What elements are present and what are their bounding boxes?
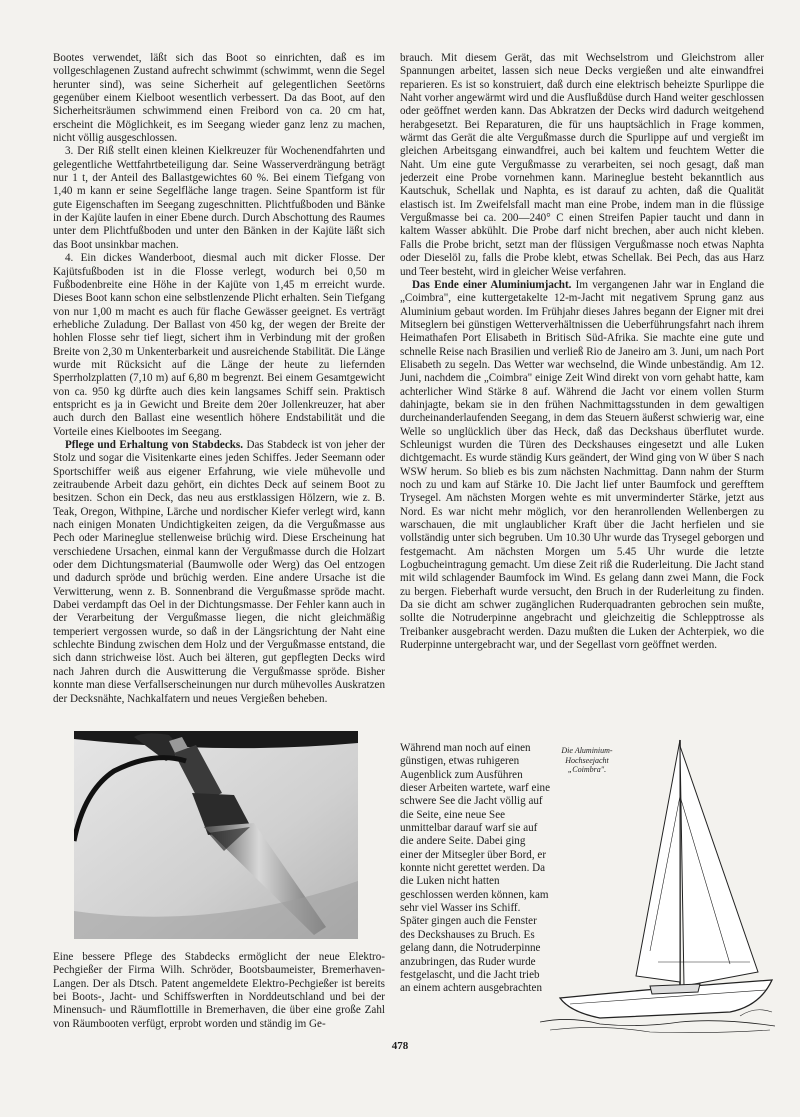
section-heading: Pflege und Erhaltung von Stabdecks.	[65, 438, 244, 451]
paragraph-aluminiumjacht	[400, 279, 764, 653]
yacht-illustration	[540, 736, 775, 1036]
section-body: Das Stabdeck ist von jeher der Stolz und sogar die Visitenkarte eines jeden Schiffes. Jeder Seemann oder Sportschiffer weiß aus eigener Erfahrung, wie viele mühevolle und zeitraubende Arbeit dazu gehört, ein dichtes Deck auf seinem Boot zu besitzen. Schon ein Deck, das neu aus erstklassigen Hölzern, wie z. B. Teak, Oregon, Withpine, Lärche und nordischer Kiefer verlegt wird, kann nach einigen Monaten Undichtigkeiten zeigen, da die Vergußmasse aus Pech oder Marineglue stellenweise brüchig wird. Diese Erscheinung hat verschiedene Ursachen, einmal kann der Vergußmasse durch die Holzart oder dem Dichtungsmaterial (Baumwolle oder Werg) das Oel entzogen und dadurch spröde und brüchig werden. Eine andere Ursache ist die Verwitterung, wenn z. B. Sonnenbrand die Vergußmasse spröde macht. Dabei verdampft das Oel in der Dichtungsmasse. Der Fehler kann auch in der Verarbeitung der Vergußmasse liegen, die nicht gleichmäßig temperiert vergossen wurde, so daß in der Längsrichtung der Naht eine schlechte Bindung zwischen dem Holz und der Vergußmasse entstand, die sich dann strichweise löst. Auch bei älteren, gut gepflegten Decks wird nach Jahren durch die Auswitterung die Vergußmasse spröde. Bisher konnte man diese Verfallserscheinungen nur durch mühevolles Auskratzen der Decksnähte, Nachkalfatern und neues Vergießen beheben.	[53, 438, 385, 705]
paragraph: Während man noch auf einen günstigen, etwas ruhigeren Augenblick zum Ausführen dieser Arbeiten wartete, warf eine schwere See die Jacht völlig auf die Seite, eine neue See unmittelbar darauf warf sie auf die andere Seite. Dabei ging einer der Mitsegler über Bord, er konnte nicht gerettet werden. Da die Luken nicht hatten geschlossen werden können, kam sehr viel Wasser ins Schiff. Später gingen auch die Fenster des Deckshauses zu Bruch. Es gelang dann, die Notruderpinne anzubringen, das Ruder wurde festgelascht, und die Jacht trieb an einem achtern ausgebrachten	[400, 742, 550, 995]
paragraph: 4. Ein dickes Wanderboot, diesmal auch mit dicker Flosse. Der Kajütsfußboden ist in die Flosse verlegt, wodurch bei 0,50 m Fußbodenbreite eine Höhe in der Kajüte von 1,45 m erreicht wurde. Dieses Boot kann schon eine selbstlenzende Plicht erhalten. Sein Tiefgang von nur 1,00 m macht es auch für flache Gewässer geeignet. Es verträgt erhebliche Zuladung. Der Ballast von 450 kg, der wegen der Breite der hohlen Flosse sehr tief liegt, sichert ihm in Verbindung mit der großen Breite von 2,30 m Unkenterbarkeit und ausreichende Stabilität. Die Länge wurde mit Rücksicht auf die Länge der heute zu liefernden Sperrholzplatten (7,10 m) auf 6,80 m begrenzt. Bei einem Gesamtgewicht von ca. 950 kg dürfte auch dies kein langsames Schiff sein. Praktisch entspricht es ja in Gewicht und Breite dem 20er Jollenkreuzer, hat aber auch durch den Ballast eine wesentlich höhere Endstabilität und die Vorteile eines Kielbootes im Seegang.	[53, 252, 385, 438]
paragraph: Bootes verwendet, läßt sich das Boot so einrichten, daß es im vollgeschlagenen Zustand aufrecht schwimmt (schwimmt, wenn die Segel herunter sind), was seine Sicherheit auf gelegentlichen Seetörns gegenüber einem Kielboot wesentlich verbessert. Da das Boot, auf den Sicherheitsräumen schwimmend einen Freibord von ca. 20 cm hat, erscheint die Möglichkeit, es im Seegang wieder ganz lenz zu machen, nicht völlig ausgeschlossen.	[53, 52, 385, 145]
left-text-column	[53, 52, 385, 724]
illustration-caption: Die Aluminium-Hochseejacht „Coimbra".	[561, 746, 613, 774]
photo-caption	[53, 951, 385, 1041]
right-text-column	[400, 52, 764, 736]
pechgiesser-photo	[74, 731, 358, 939]
paragraph: brauch. Mit diesem Gerät, das mit Wechselstrom und Gleichstrom aller Spannungen arbeitet, lassen sich neue Decks vergießen und alte einwandfrei reparieren. Es ist so konstruiert, daß durch eine elektrisch beheizte Spurlippe die Naht vorher angewärmt wird und die Ausflußdüse durch Hand weiter geschlossen oder geöffnet werden kann. Das Abkratzen der Decks wird dadurch weitgehend herabgesetzt. Bei Reparaturen, die für uns hauptsächlich in Frage kommen, wärmt das Gerät die alte Vergußmasse durch die Spurlippe auf und vergießt im gleichen Arbeitsgang einwandfrei, auch bei kaltem und feuchtem Wetter die Naht. Um eine gute Vergußmasse zu verarbeiten, sei noch gesagt, daß man jederzeit eine Probe vornehmen kann. Marineglue besteht bekanntlich aus Kautschuk, Schellak und Naphta, es ist darauf zu achten, daß die Qualität elastisch ist. Im Zweifelsfall macht man eine Probe, indem man in die flüssige Vergußmasse bei ca. 200—240° C einen Streifen Papier taucht und dann in kaltem Wasser abkühlt. Die Probe darf nicht brechen, aber auch nicht kleben. Falls die Probe bricht, setzt man der flüssigen Vergußmasse noch etwas Naphta oder Dieselöl zu, falls die Probe klebt, etwas Schellak. Bei Pech, das aus Harz und Teer besteht, wird in gleicher Weise verfahren.	[400, 52, 764, 278]
paragraph-stabdeck	[53, 439, 385, 706]
caption-text: Eine bessere Pflege des Stabdecks ermöglicht der neue Elektro-Pechgießer der Firma Wilh. Schröder, Bootsbaumeister, Bremerhaven-Langen. Der als Dtsch. Patent angemeldete Elektro-Pechgießer ist bereits bei Boots-, Jacht- und Schiffswerften in Norddeutschland und bei der Minensuch- und Räumflottille in Bremerhaven, die über eine große Zahl von Räumbooten verfügt, erprobt worden und ständig im Ge-	[53, 951, 385, 1030]
section-heading: Das Ende einer Aluminiumjacht.	[412, 278, 572, 291]
page-number: 478	[391, 1040, 409, 1052]
section-body: Im vergangenen Jahr war in England die „Coimbra", eine kuttergetakelte 12-m-Jacht mit negativem Sprung ganz aus Aluminium gebaut worden. Im Frühjahr dieses Jahres begann der Eigner mit drei Mitseglern bei günstigen Wetterverhältnissen die Ueberführungsfahrt nach ihrem Heimathafen Port Elisabeth in Britisch Süd-Afrika. Sie machte eine gute und schnelle Reise nach Brasilien und verließ Rio de Janeiro am 3. Juni, um nach Port Elisabeth zu segeln. Das Wetter war wechselnd, die Winde unbeständig. Am 12. Juni, nachdem die „Coimbra" einige Zeit Wind direkt von vorn gehabt hatte, kam achterlicher Wind Stärke 8 auf. Während die Jacht vor einem vollen Sturm dahinjagte, bekam sie in den frühen Nachmittagsstunden in dem gewaltigen durcheinanderlaufenden Seegang, in dem das Steuern äußerst schwierig war, eine Welle so unglücklich über das Heck, daß das Deckshaus überflutet wurde. Schleunigst wurden die Türen des Deckshauses eingesetzt und alle Luken dichtgemacht. Es wurde ständig Kurs geändert, der Wind ging von W über S nach WSW herum. So blieb es bis zum nächsten Nachmittag. Dann nahm der Sturm noch zu und kam auf Stärke 10. Die Jacht lief unter Baumfock und gerefftem Trysegel. Am nächsten Morgen wehte es mit unverminderter Stärke, jetzt aus Nord. Es war nicht mehr möglich, vor den heranrollenden Wellenbergen zu warschauen, die mit unglaublicher Kraft über die Jacht herfielen und sie vollständig unter sich begruben. Um 10.30 Uhr wurde das Trysegel geborgen und festgemacht. Am nächsten Morgen um 5.45 Uhr wurde die letzte Logbucheintragung gemacht. Um diese Zeit riß die Ruderleitung. Die Jacht stand mit wild schlagender Baumfock im Wind. Es gelang dann zwei Mann, die Fock zu bergen. Fieberhaft wurde versucht, den Bruch in der Ruderleitung zu finden. Da sie dicht am schwer zugänglichen Ruderquadranten gebrochen sein mußte, sollte die Notruderpinne angebracht und gleichzeitig die Schlepptrosse als Treibanker ausgebracht werden. Dazu mußten die Luken der Achterpiek, wo die Ruderpinne untergebracht war, und der Segellast vorn geöffnet werden.	[400, 278, 764, 652]
wrapped-text	[400, 742, 550, 1034]
paragraph: 3. Der Riß stellt einen kleinen Kielkreuzer für Wochenendfahrten und gelegentliche Wettfahrtbeteiligung dar. Seine Wasserverdrängung beträgt nur 1 t, der Anteil des Ballastgewichtes 60 %. Bei einem Tiefgang von 1,40 m kann er seine Segelfläche lange tragen. Seine Spantform ist für gute Eigenschaften im Seegang zugeschnitten. Plichtfußboden und Bänke in der Kajüte laufen in einer Ebene durch. Durch Abschottung des Raumes unter dem Plichtfußboden und unter den Bänken in der Kajüte läßt sich das Boot unsinkbar machen.	[53, 145, 385, 251]
